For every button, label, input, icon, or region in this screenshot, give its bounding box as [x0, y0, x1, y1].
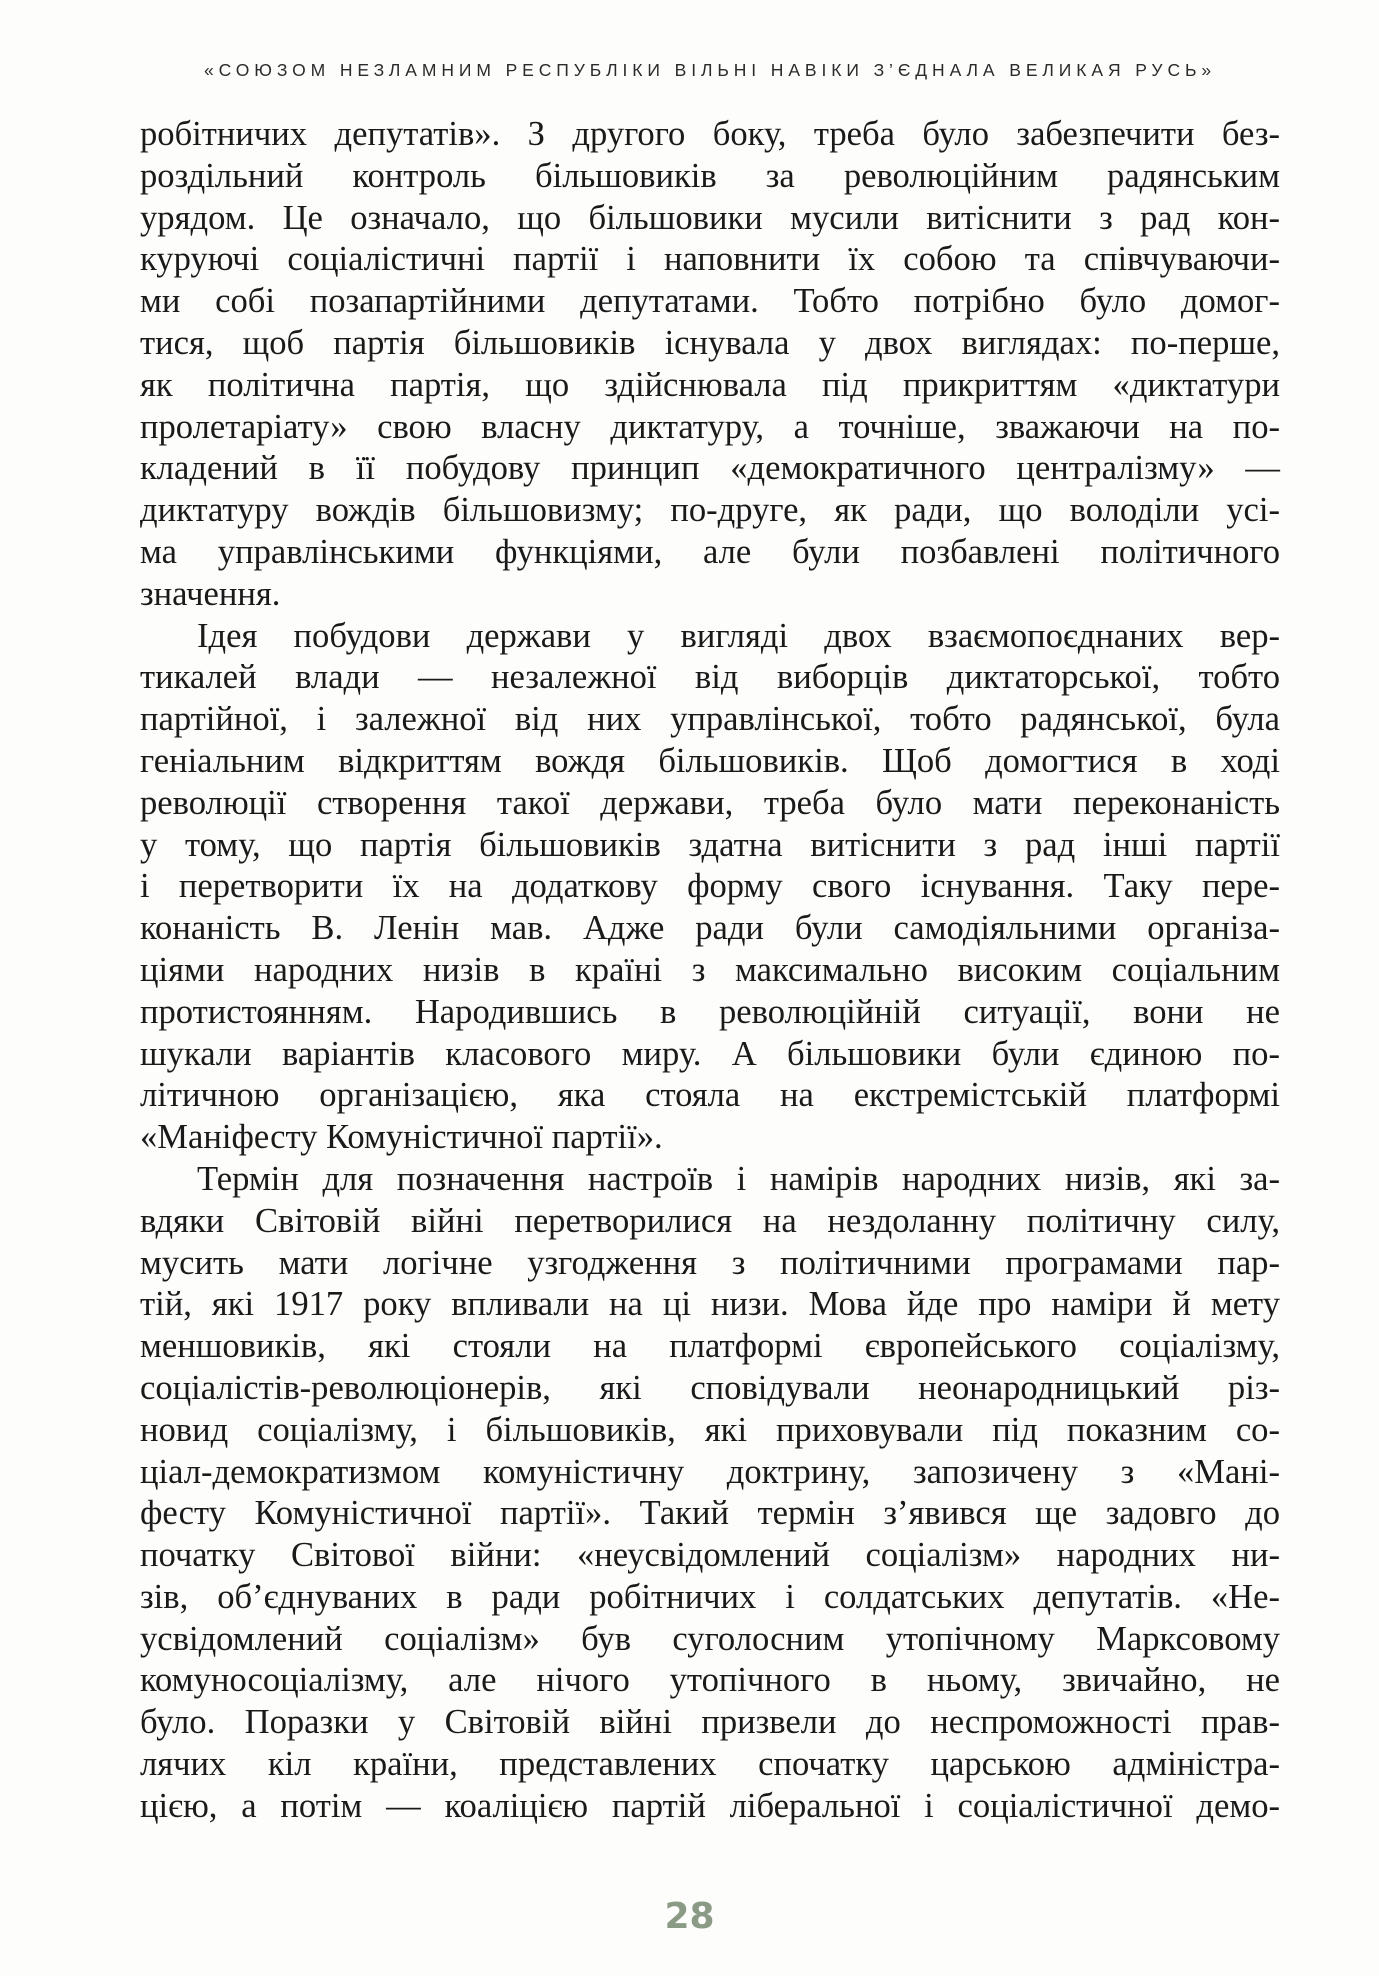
paragraph	[140, 1159, 1280, 1828]
text-line: шукали варіантів класового миру. А більшовики були єдиною по-	[140, 1034, 1280, 1073]
text-line: цією, а потім — коаліцією партій ліберальної і соціалістичної демо-	[140, 1786, 1280, 1825]
text-line: мусить мати логічне узгодження з політичними програмами пар-	[140, 1243, 1280, 1282]
text-line: вдяки Світовій війні перетворилися на нездоланну політичну силу,	[140, 1201, 1280, 1240]
text-line: ма управлінськими функціями, але були позбавлені політичного	[140, 532, 1280, 571]
running-header: «СОЮЗОМ НЕЗЛАМНИМ РЕСПУБЛІКИ ВІЛЬНІ НАВІКИ З’ЄДНАЛА ВЕЛИКАЯ РУСЬ»	[203, 60, 1216, 80]
page-number: 28	[664, 1896, 715, 1937]
text-line: пролетаріату» свою власну диктатуру, а точніше, зважаючи на по-	[140, 407, 1280, 446]
text-line: у тому, що партія більшовиків здатна витіснити з рад інші партії	[140, 825, 1280, 864]
text-line: кладений в її побудову принцип «демократичного централізму» —	[140, 449, 1280, 488]
text-line: Ідея побудови держави у вигляді двох взаємопоєднаних вер-	[197, 616, 1280, 655]
text-line: як політична партія, що здійснювала під прикриттям «диктатури	[140, 365, 1280, 404]
text-line: партійної, і залежної від них управлінської, тобто радянської, була	[140, 700, 1280, 739]
text-line: конаність В. Ленін мав. Адже ради були самодіяльними організа-	[140, 909, 1280, 948]
text-line: і перетворити їх на додаткову форму свого існування. Таку пере-	[140, 867, 1280, 906]
text-line: диктатуру вождів більшовизму; по-друге, як ради, що володіли усі-	[140, 491, 1280, 530]
text-line: початку Світової війни: «неусвідомлений соціалізм» народних ни-	[140, 1536, 1280, 1575]
text-line: «Маніфесту Комуністичної партії».	[140, 1118, 663, 1157]
text-line: куруючі соціалістичні партії і наповнити їх собою та співчуваючи-	[140, 240, 1280, 279]
text-line: тій, які 1917 року впливали на ці низи. Мова йде про наміри й мету	[140, 1285, 1280, 1324]
text-line: новид соціалізму, і більшовиків, які приховували під показним со-	[140, 1410, 1280, 1449]
text-line: значення.	[140, 574, 281, 613]
body-text	[140, 114, 1280, 1828]
text-line: літичною організацією, яка стояла на екстремістській платформі	[140, 1076, 1280, 1115]
text-line: Термін для позначення настроїв і намірів народних низів, які за-	[197, 1159, 1280, 1198]
text-line: меншовиків, які стояли на платформі європейського соціалізму,	[140, 1327, 1280, 1366]
text-line: тися, щоб партія більшовиків існувала у двох виглядах: по-перше,	[140, 323, 1280, 362]
text-line: урядом. Це означало, що більшовики мусили витіснити з рад кон-	[140, 198, 1280, 237]
text-line: роздільний контроль більшовиків за революційним радянським	[140, 156, 1280, 195]
text-line: протистоянням. Народившись в революційній ситуації, вони не	[140, 992, 1280, 1031]
text-line: усвідомлений соціалізм» був суголосним утопічному Марксовому	[140, 1619, 1280, 1658]
paragraph	[140, 114, 1280, 616]
text-line: ціями народних низів в країні з максимально високим соціальним	[140, 950, 1280, 989]
text-line: тикалей влади — незалежної від виборців диктаторської, тобто	[140, 658, 1280, 697]
paragraph	[140, 616, 1280, 1159]
text-line: ми собі позапартійними депутатами. Тобто потрібно було домог-	[140, 282, 1280, 321]
text-line: ціал-демократизмом комуністичну доктрину, запозичену з «Мані-	[140, 1452, 1280, 1491]
text-line: було. Поразки у Світовій війні призвели до неспроможності прав-	[140, 1703, 1280, 1742]
text-line: революції створення такої держави, треба було мати переконаність	[140, 783, 1280, 822]
text-line: комуносоціалізму, але нічого утопічного в ньому, звичайно, не	[140, 1661, 1280, 1700]
text-line: фесту Комуністичної партії». Такий термін з’явився ще задовго до	[140, 1494, 1280, 1533]
text-line: соціалістів-революціонерів, які сповідували неонародницький різ-	[140, 1368, 1280, 1407]
text-line: зів, об’єднуваних в ради робітничих і солдатських депутатів. «Не-	[140, 1577, 1280, 1616]
text-line: робітничих депутатів». З другого боку, треба було забезпечити без-	[140, 115, 1280, 153]
text-line: лячих кіл країни, представлених спочатку царською адміністра-	[140, 1745, 1280, 1784]
text-line: геніальним відкриттям вождя більшовиків. Щоб домогтися в ході	[140, 741, 1280, 780]
